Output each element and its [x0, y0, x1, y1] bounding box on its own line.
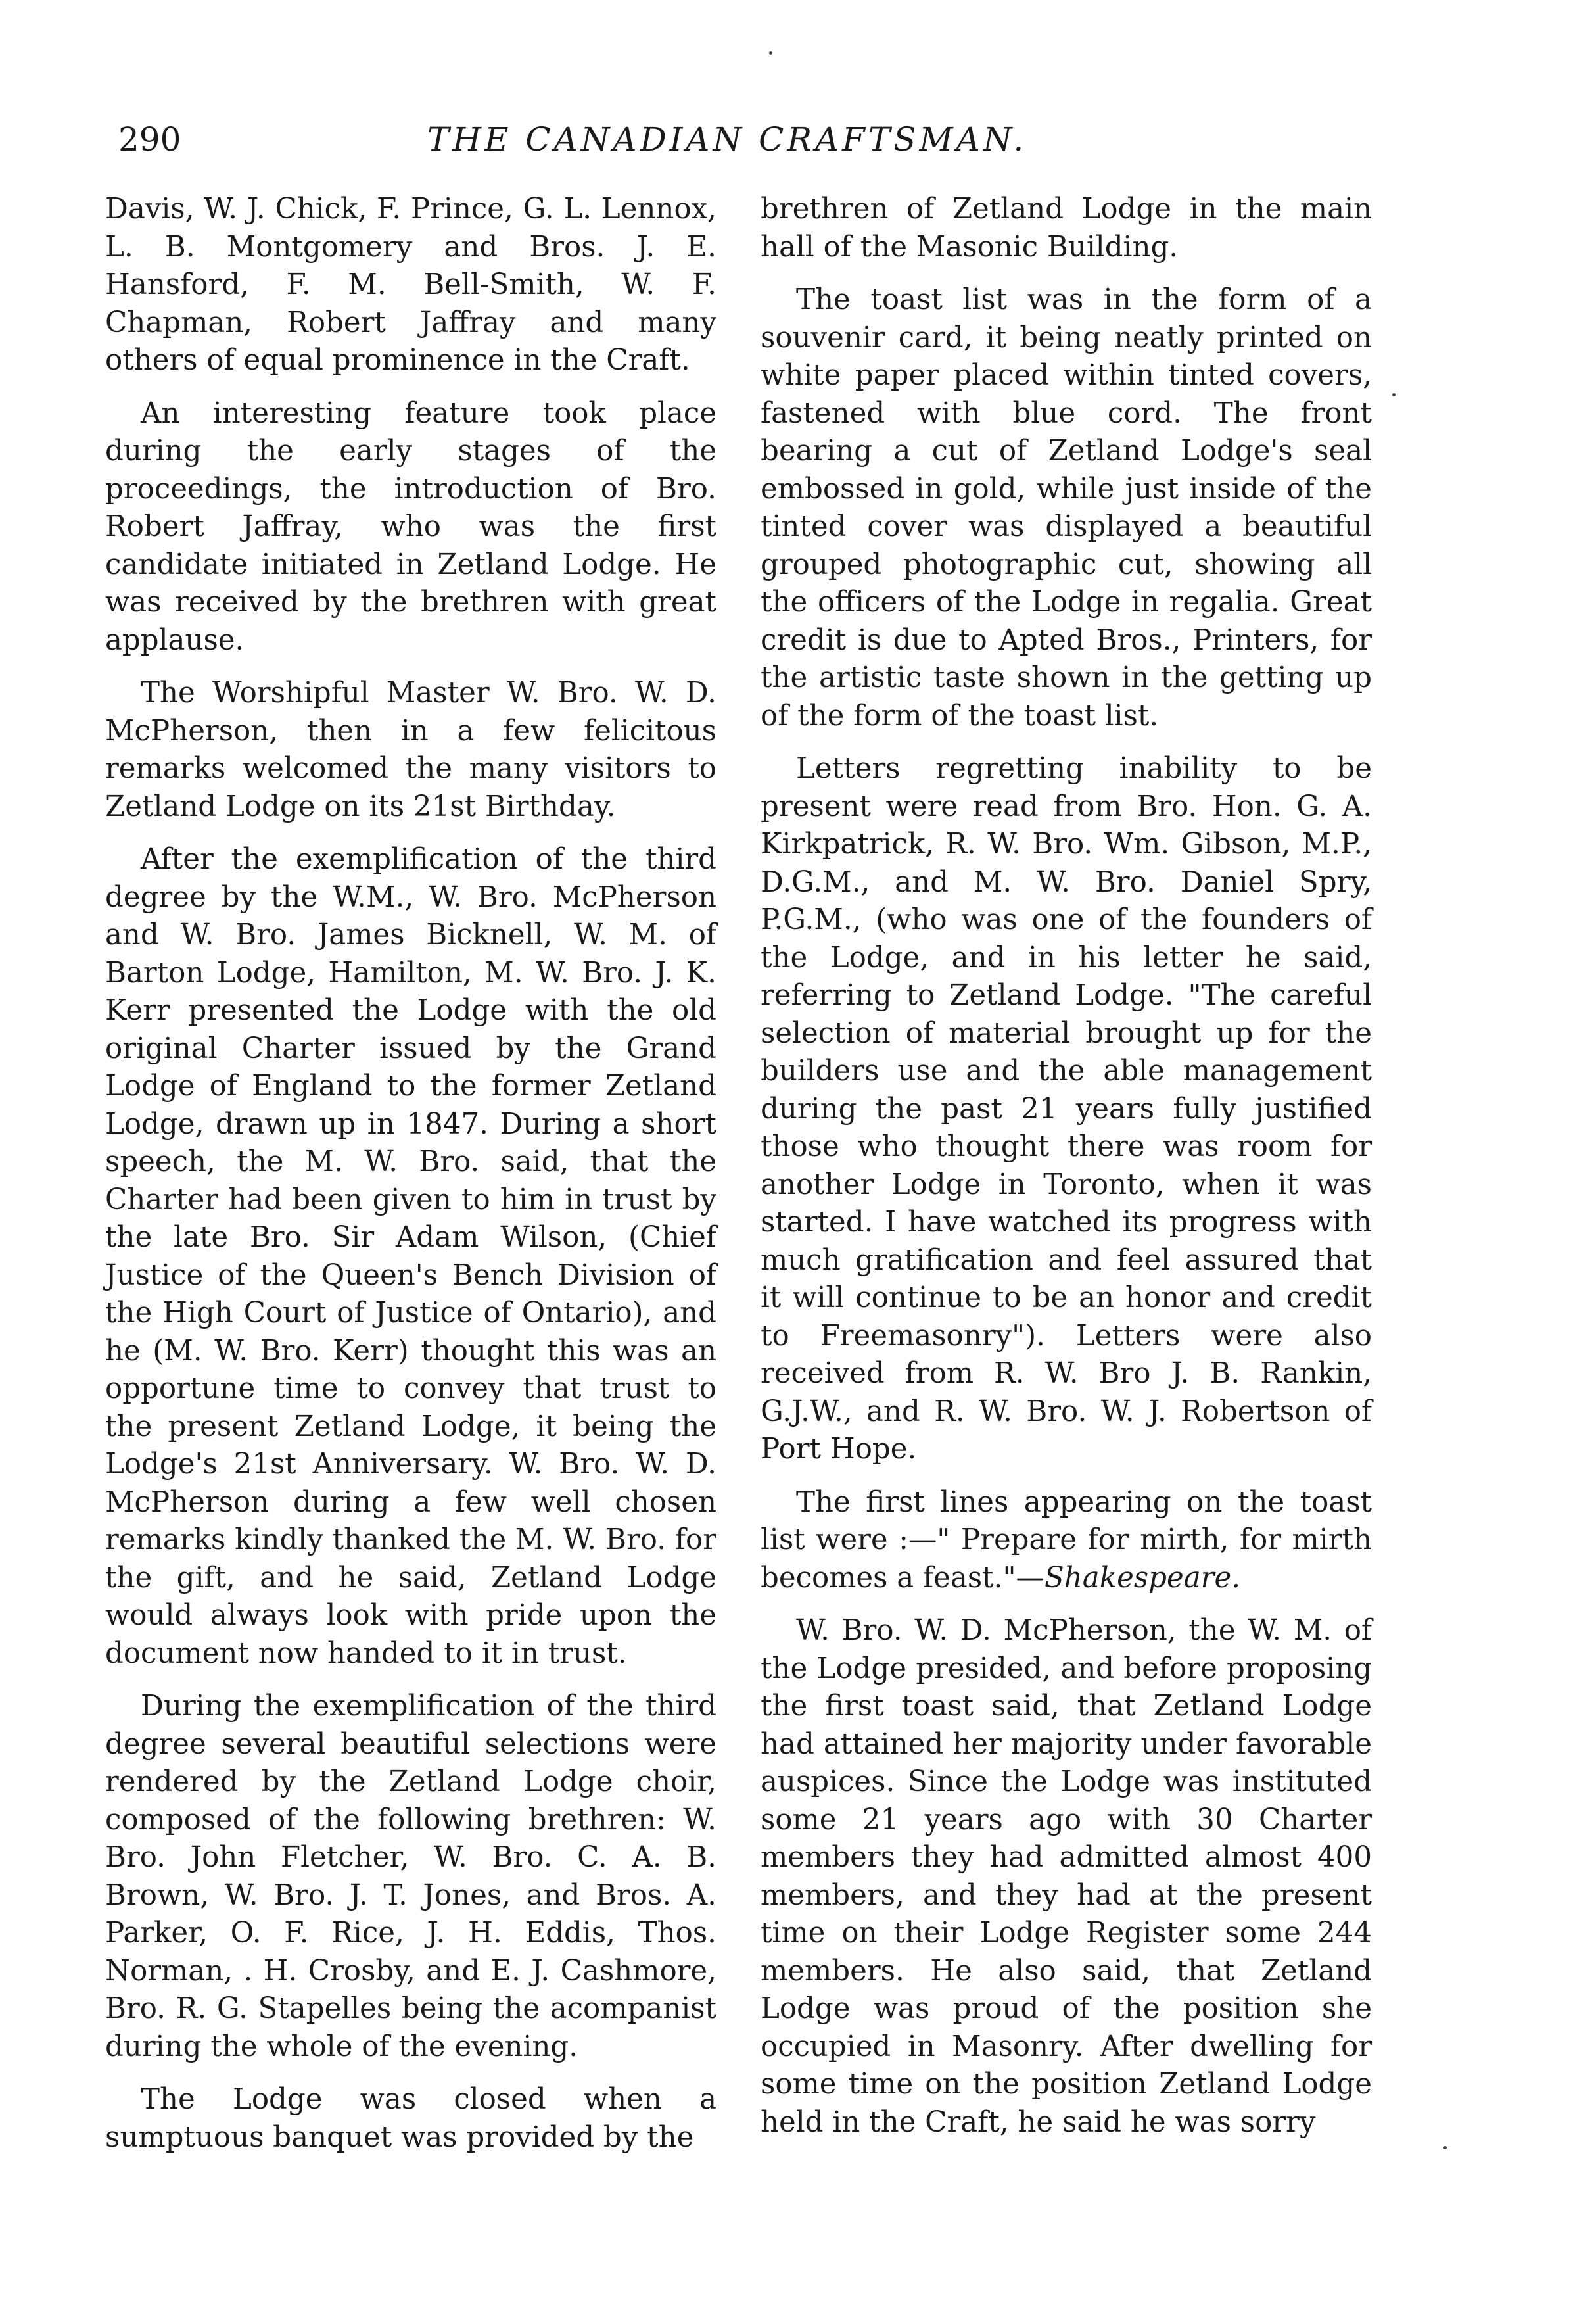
paragraph-charter-presentation: After the exemplification of the third degree by the W.M., W. Bro. McPherson and W. Bro. James Bicknell, W. M. of Barton Lodge, Hamilton, M. W. Bro. J. K. Kerr presented the Lodge with the old original Charter issued by the Grand Lodge of England to the former Zetland Lodge, drawn up in 1847. During a short speech, the M. W. Bro. said, that the Charter had been given to him in trust by the late Bro. Sir Adam Wilson, (Chief Justice of the Queen's Bench Division of the High Court of Justice of Ontario), and he (M. W. Bro. Kerr) thought this was an opportune time to convey that trust to the present Zetland Lodge, it being the Lodge's 21st Anniversary. W. Bro. W. D. McPherson during a few well chosen remarks kindly thanked the M. W. Bro. for the gift, and he said, Zetland Lodge would always look with pride upon the document now handed to it in trust.	[105, 843, 716, 1670]
paragraph-choir: During the exemplification of the third degree several beautiful selections were rendered by the Zetland Lodge choir, composed of the following brethren: W. Bro. John Fletcher, W. Bro. C. A. B. Brown, W. Bro. J. T. Jones, and Bros. A. Parker, O. F. Rice, J. H. Eddis, Thos. Norman, . H. Crosby, and E. J. Cashmore, Bro. R. G. Stapelles being the acompanist during the whole of the evening.	[105, 1690, 716, 2063]
paragraph-first-lines	[761, 1484, 1372, 1598]
paragraph-interesting-feature: An interesting feature took place during the early stages of the proceedings, the introduction of Bro. Robert Jaffray, who was the first candidate initiated in Zetland Lodge. He was received by the brethren with great applause.	[105, 396, 716, 657]
print-speck	[769, 51, 772, 55]
paragraph-toast-list: The toast list was in the form of a souvenir card, it being neatly printed on white paper placed within tinted covers, fastened with blue cord. The front bearing a cut of Zetland Lodge's seal embossed in gold, while just inside of the tinted cover was displayed a beautiful grouped photographic cut, showing all the officers of the Lodge in regalia. Great credit is due to Apted Bros., Printers, for the artistic taste shown in the getting up of the form of the toast list.	[761, 283, 1372, 732]
right-column	[761, 191, 1372, 2157]
paragraph-presiding-master: W. Bro. W. D. McPherson, the W. M. of the Lodge presided, and before proposing the first toast said, that Zetland Lodge had attained her majority under favorable auspices. Since the Lodge was instituted some 21 years ago with 30 Charter members they had admitted almost 400 members, and they had at the present time on their Lodge Register some 244 members. He also said, that Zetland Lodge was proud of the position she occupied in Masonry. After dwelling for some time on the position Zetland Lodge held in the Craft, he said he was sorry	[761, 1614, 1372, 2139]
running-title: THE CANADIAN CRAFTSMAN.	[427, 120, 1027, 158]
print-speck	[1392, 393, 1396, 396]
page-header	[118, 113, 1354, 166]
paragraph-worshipful-master: The Worshipful Master W. Bro. W. D. McPherson, then in a few felicitous remarks welcomed the many visitors to Zetland Lodge on its 21st Birthday.	[105, 677, 716, 823]
paragraph-banquet-continued: brethren of Zetland Lodge in the main hall of the Masonic Building.	[761, 193, 1372, 264]
left-column	[105, 191, 716, 2172]
paragraph-letters: Letters regretting inability to be present were read from Bro. Hon. G. A. Kirkpatrick, R. W. Bro. Wm. Gibson, M.P., D.G.M., and M. W. Bro. Daniel Spry, P.G.M., (who was one of the founders of the Lodge, and in his letter he said, referring to Zetland Lodge. "The careful selection of material brought up for the builders use and the able management during the past 21 years fully justified those who thought there was room for another Lodge in Toronto, when it was started. I have watched its progress with much gratification and feel assured that it will continue to be an honor and credit to Freemasonry"). Letters were also received from R. W. Bro J. B. Rankin, G.J.W., and R. W. Bro. W. J. Robertson of Port Hope.	[761, 752, 1372, 1466]
paragraph-banquet: The Lodge was closed when a sumptuous banquet was provided by the	[105, 2083, 716, 2154]
quote-attribution: Shakespeare.	[1044, 1561, 1241, 1594]
toast-quote: The first lines appearing on the toast list were :—" Prepare for mirth, for mirth becomes a feast."—	[761, 1485, 1372, 1594]
page-number: 290	[118, 120, 181, 158]
print-speck	[1443, 2146, 1447, 2149]
paragraph-attendees-continued: Davis, W. J. Chick, F. Prince, G. L. Lennox, L. B. Montgomery and Bros. J. E. Hansford, F. M. Bell-Smith, W. F. Chapman, Robert Jaffray and many others of equal prominence in the Craft.	[105, 193, 716, 377]
